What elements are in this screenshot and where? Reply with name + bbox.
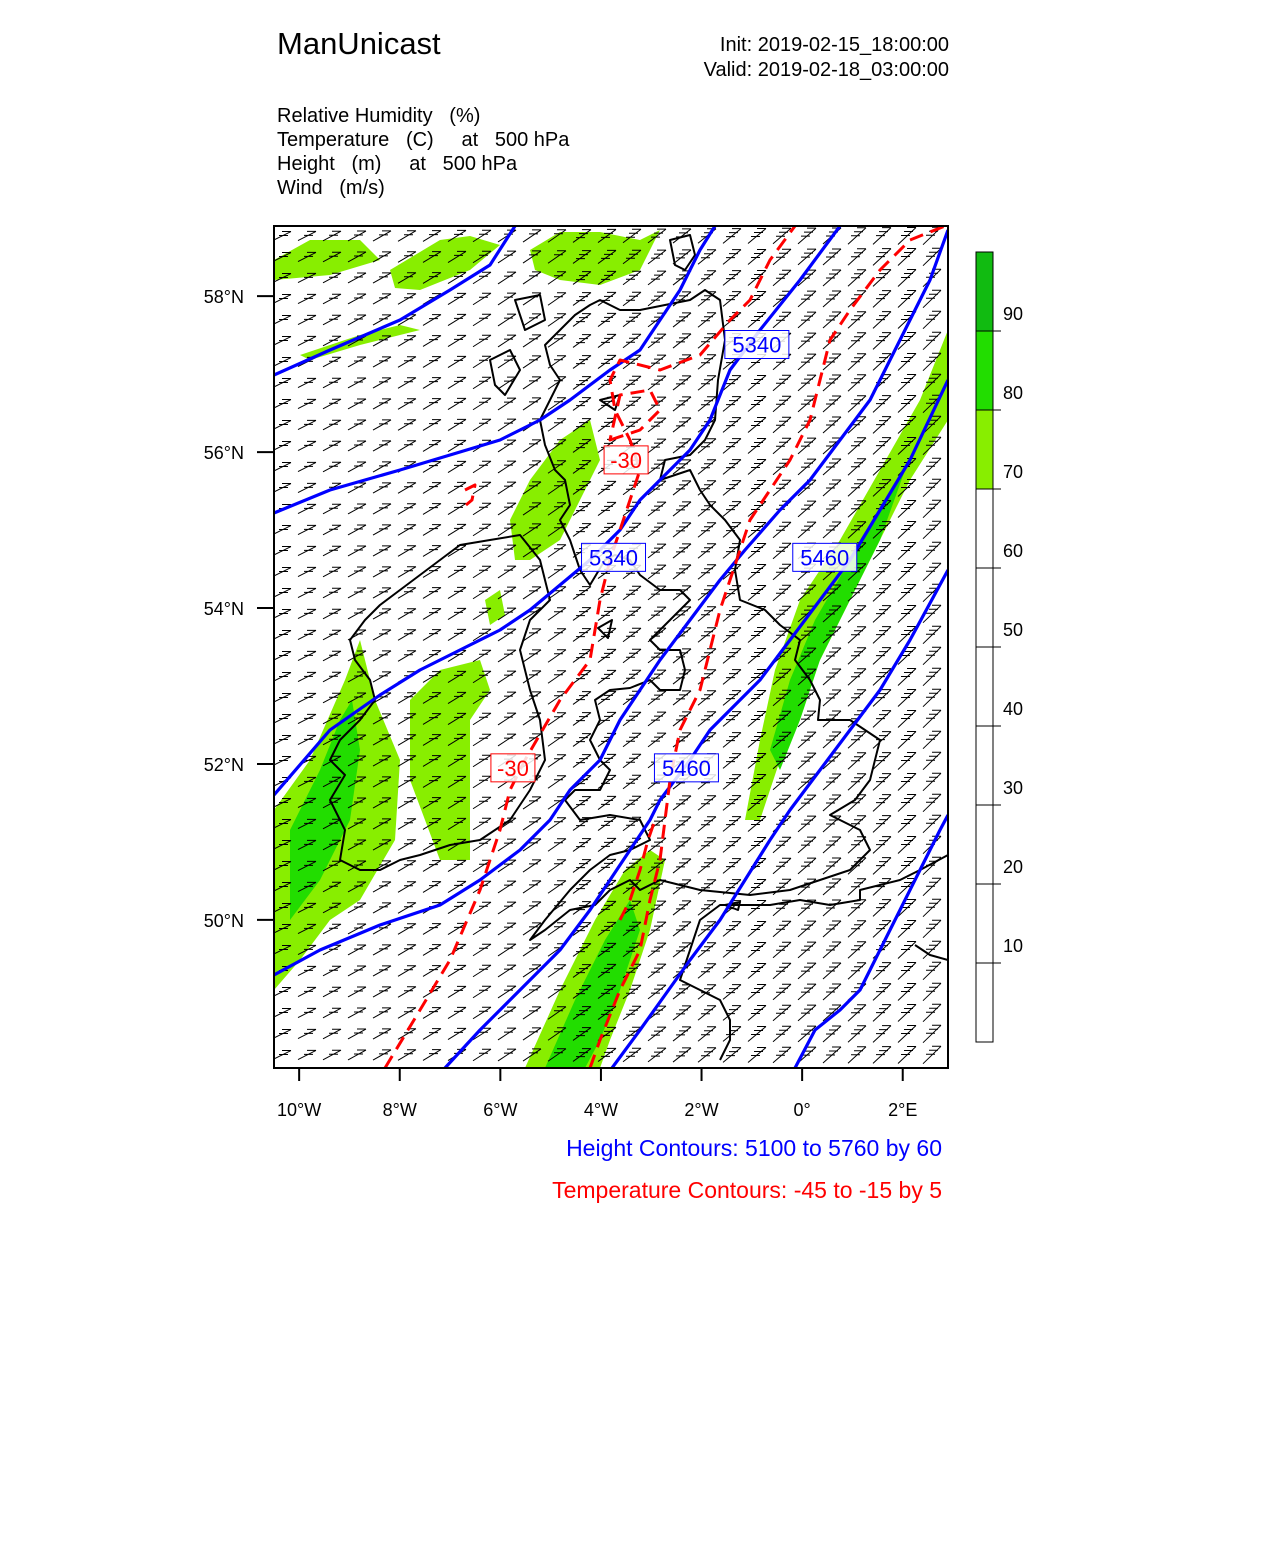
temperature-contour-label: -30: [497, 755, 529, 781]
field-label-wind: Wind (m/s): [277, 177, 385, 199]
lon-tick-label: 0°: [793, 1100, 811, 1120]
init-time: Init: 2019-02-15_18:00:00: [719, 34, 949, 56]
lat-tick-label: 56°N: [203, 443, 244, 464]
lon-tick-label: 6°W: [483, 1100, 518, 1120]
lat-tick-label: 54°N: [203, 599, 244, 620]
field-label-rh: Relative Humidity (%): [277, 105, 481, 127]
colorbar-label: 60: [1003, 541, 1024, 561]
colorbar-segment: [976, 884, 993, 963]
lon-tick-label: 2°E: [888, 1100, 918, 1120]
field-label-height: Height (m) at 500 hPa: [277, 153, 518, 175]
colorbar-label: 40: [1003, 699, 1024, 719]
height-contour-label: 5460: [800, 545, 850, 571]
temperature-contour-label: -30: [610, 447, 642, 473]
colorbar-label: 70: [1003, 462, 1024, 482]
temperature-contours-caption: Temperature Contours: -45 to -15 by 5: [552, 1177, 942, 1203]
colorbar-segment: [976, 726, 993, 805]
rh-colorbar: [976, 252, 1023, 1042]
colorbar-segment: [976, 805, 993, 884]
height-contours-caption: Height Contours: 5100 to 5760 by 60: [566, 1135, 942, 1161]
colorbar-segment: [976, 410, 993, 489]
colorbar-segment: [976, 489, 993, 568]
lat-tick-label: 50°N: [203, 910, 244, 931]
height-contour-label: 5340: [732, 332, 782, 358]
height-contour-label: 5460: [661, 755, 711, 781]
colorbar-segment: [976, 963, 993, 1042]
colorbar-label: 90: [1003, 304, 1024, 324]
chart-title: ManUnicast: [277, 26, 441, 61]
lon-tick-label: 2°W: [684, 1100, 719, 1120]
colorbar-label: 30: [1003, 778, 1024, 798]
colorbar-segment: [976, 568, 993, 647]
longitude-axis: [277, 1068, 917, 1120]
lat-tick-label: 58°N: [203, 287, 244, 308]
latitude-axis: [204, 287, 274, 931]
lon-tick-label: 8°W: [382, 1100, 417, 1120]
colorbar-segment: [976, 252, 993, 331]
colorbar-segment: [976, 647, 993, 726]
lon-tick-label: 10°W: [277, 1100, 322, 1120]
height-contour-label: 5340: [589, 545, 638, 571]
colorbar-label: 20: [1003, 857, 1024, 877]
colorbar-label: 10: [1003, 936, 1024, 956]
colorbar-label: 50: [1003, 620, 1024, 640]
lon-tick-label: 4°W: [583, 1100, 619, 1120]
field-label-temperature: Temperature (C) at 500 hPa: [277, 129, 570, 151]
valid-time: Valid: 2019-02-18_03:00:00: [703, 59, 949, 81]
colorbar-segment: [976, 331, 993, 410]
lat-tick-label: 52°N: [203, 754, 244, 775]
colorbar-label: 80: [1003, 383, 1024, 403]
